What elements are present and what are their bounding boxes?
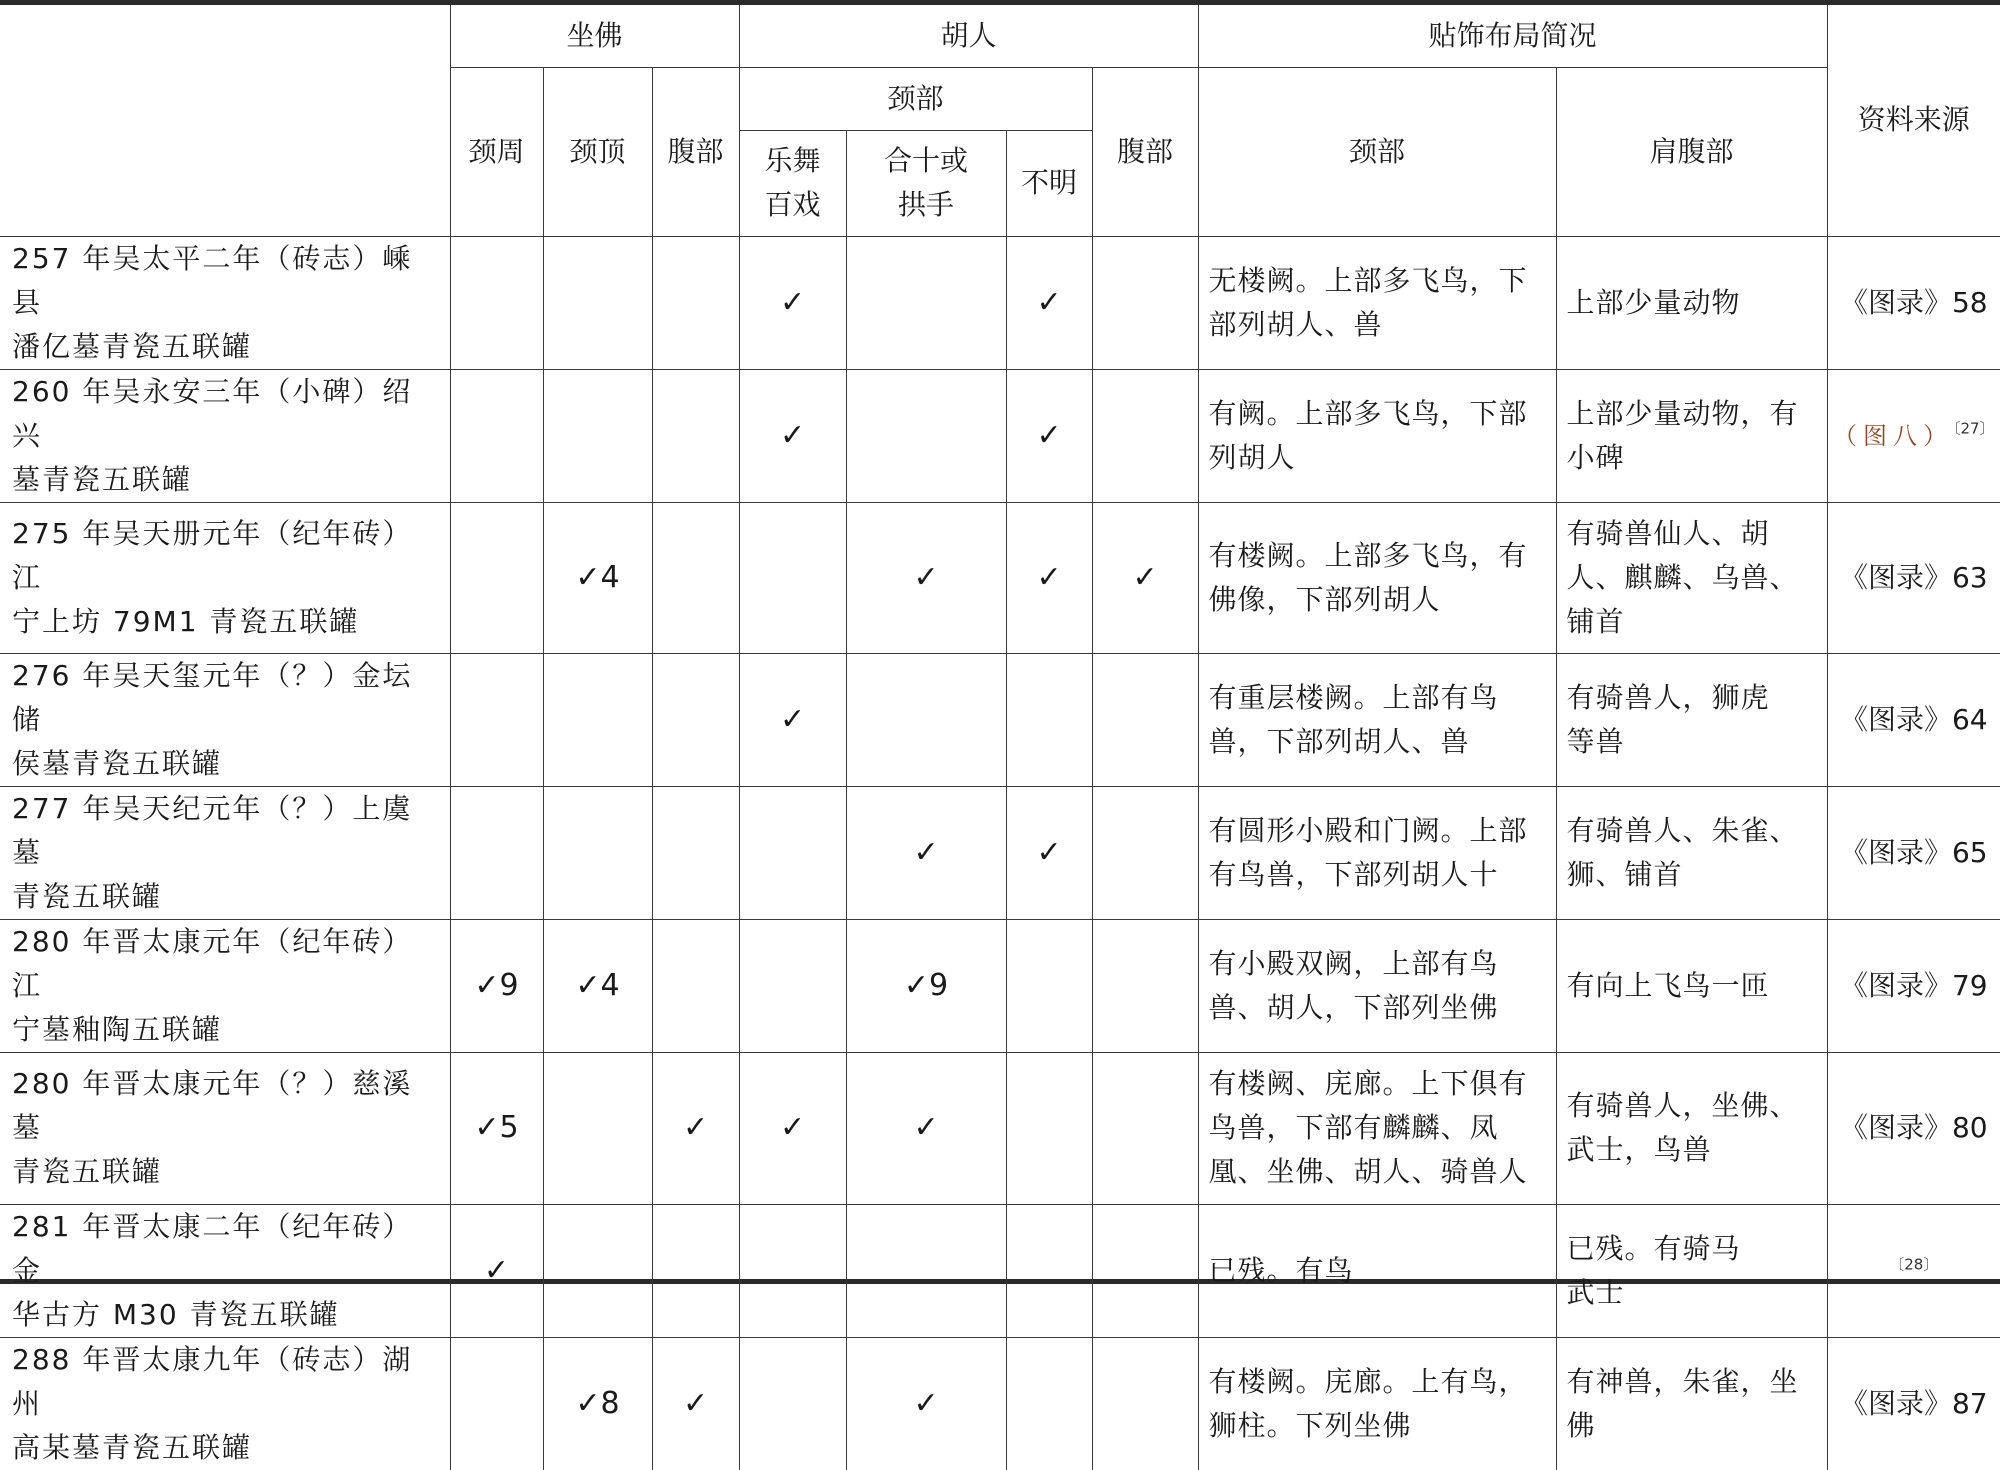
description-line: 257 年吴太平二年（砖志）嵊县 <box>12 241 413 319</box>
check-sb-neck-around <box>450 236 543 369</box>
table-row <box>0 1052 2000 1204</box>
source-text: 《图录》65 <box>1839 835 1988 869</box>
description-line: 高某墓青瓷五联罐 <box>12 1430 253 1464</box>
check-hu-hands <box>846 653 1006 786</box>
description-line: 275 年吴天册元年（纪年砖）江 <box>12 516 413 594</box>
check-hu-belly <box>1092 919 1198 1052</box>
header-sb-belly: 腹部 <box>652 67 739 236</box>
check-hu-music <box>739 502 846 653</box>
layout-neck-line: 有楼阙。庑廊。上有鸟， <box>1208 1364 1528 1398</box>
check-hu-unclear: ✓ <box>1006 786 1092 919</box>
check-sb-neck-around <box>450 786 543 919</box>
layout-neck-line: 鸟兽，下部有麟麟、凤 <box>1208 1111 1499 1144</box>
layout-shoulder-line: 有向上飞鸟一匝 <box>1566 968 1770 1002</box>
description-line: 青瓷五联罐 <box>12 879 163 913</box>
check-sb-belly: ✓ <box>652 1052 739 1204</box>
row-description <box>0 236 450 369</box>
header-hu-neck: 颈部 <box>739 67 1092 130</box>
table-header <box>0 5 2000 236</box>
check-hu-music: ✓ <box>739 1052 846 1204</box>
source-text: 《图录》87 <box>1839 1386 1988 1420</box>
layout-neck-cell <box>1198 786 1556 919</box>
source-cell <box>1827 786 2000 919</box>
layout-shoulder-cell <box>1556 502 1827 653</box>
check-sb-belly <box>652 786 739 919</box>
description-line: 277 年吴天纪元年（？）上虞墓 <box>12 791 413 869</box>
check-hu-hands <box>846 236 1006 369</box>
layout-shoulder-line: 武士，鸟兽 <box>1566 1133 1712 1166</box>
source-text: 《图录》64 <box>1839 702 1988 736</box>
check-hu-belly <box>1092 1337 1198 1470</box>
table-row <box>0 1337 2000 1470</box>
layout-neck-cell <box>1198 369 1556 502</box>
source-cell <box>1827 1204 2000 1337</box>
table-row <box>0 786 2000 919</box>
check-sb-neck-around <box>450 369 543 502</box>
layout-neck-line: 无楼阙。上部多飞鸟，下 <box>1208 263 1528 297</box>
check-hu-unclear <box>1006 1337 1092 1470</box>
table-row <box>0 653 2000 786</box>
layout-shoulder-cell <box>1556 653 1827 786</box>
row-description <box>0 1052 450 1204</box>
header-sb-neck-around: 颈周 <box>450 67 543 236</box>
layout-neck-cell <box>1198 653 1556 786</box>
layout-shoulder-cell <box>1556 786 1827 919</box>
table-row <box>0 369 2000 502</box>
source-text: 《图录》79 <box>1839 968 1988 1002</box>
check-hu-belly <box>1092 1052 1198 1204</box>
row-description <box>0 369 450 502</box>
layout-shoulder-line: 狮、铺首 <box>1566 857 1683 891</box>
source-cell <box>1827 502 2000 653</box>
layout-neck-line: 兽，下部列胡人、兽 <box>1208 724 1470 758</box>
check-sb-neck-top: ✓8 <box>543 1337 652 1470</box>
layout-shoulder-line: 小碑 <box>1566 440 1625 474</box>
check-sb-neck-top <box>543 786 652 919</box>
check-hu-music <box>739 919 846 1052</box>
check-hu-belly <box>1092 786 1198 919</box>
source-cell <box>1827 919 2000 1052</box>
check-hu-hands <box>846 369 1006 502</box>
check-hu-hands: ✓ <box>846 786 1006 919</box>
header-layout: 贴饰布局简况 <box>1198 5 1827 67</box>
layout-shoulder-cell <box>1556 1337 1827 1470</box>
layout-neck-line: 有阙。上部多飞鸟，下部 <box>1208 396 1528 430</box>
row-description <box>0 919 450 1052</box>
check-hu-music: ✓ <box>739 369 846 502</box>
description-line: 280 年晋太康元年（纪年砖）江 <box>12 924 413 1002</box>
check-hu-belly <box>1092 369 1198 502</box>
check-hu-unclear <box>1006 1052 1092 1204</box>
layout-shoulder-line: 等兽 <box>1566 724 1625 758</box>
check-hu-unclear <box>1006 919 1092 1052</box>
description-line: 墓青瓷五联罐 <box>12 462 193 496</box>
check-sb-neck-around: ✓9 <box>450 919 543 1052</box>
check-sb-belly: ✓ <box>652 1337 739 1470</box>
layout-neck-line: 佛像，下部列胡人 <box>1208 582 1441 616</box>
check-hu-music <box>739 1204 846 1337</box>
description-line: 288 年晋太康九年（砖志）湖州 <box>12 1342 413 1420</box>
source-footnote: 〔27〕 <box>1953 419 1995 438</box>
layout-shoulder-line: 武士 <box>1566 1275 1625 1309</box>
header-source: 资料来源 <box>1827 5 2000 236</box>
check-sb-neck-around <box>450 502 543 653</box>
layout-shoulder-line: 上部少量动物 <box>1566 285 1741 319</box>
description-line: 侯墓青瓷五联罐 <box>12 746 223 780</box>
source-cell <box>1827 1337 2000 1470</box>
source-cell <box>1827 369 2000 502</box>
check-sb-neck-around <box>450 1337 543 1470</box>
check-sb-belly <box>652 369 739 502</box>
source-footnote: 〔28〕 <box>1889 1255 1939 1274</box>
check-hu-belly <box>1092 236 1198 369</box>
header-blank <box>0 5 450 236</box>
layout-neck-line: 有楼阙、庑廊。上下俱有 <box>1208 1067 1528 1100</box>
description-line: 280 年晋太康元年（？）慈溪墓 <box>12 1067 413 1144</box>
check-sb-belly <box>652 919 739 1052</box>
layout-neck-line: 有鸟兽，下部列胡人十 <box>1208 857 1499 891</box>
check-hu-music <box>739 1337 846 1470</box>
description-line: 华古方 M30 青瓷五联罐 <box>12 1297 340 1331</box>
layout-neck-cell <box>1198 919 1556 1052</box>
table-row <box>0 502 2000 653</box>
header-hu-unclear: 不明 <box>1006 130 1092 236</box>
table-row <box>0 1204 2000 1337</box>
check-hu-unclear: ✓ <box>1006 369 1092 502</box>
layout-shoulder-cell <box>1556 1204 1827 1337</box>
layout-neck-cell <box>1198 236 1556 369</box>
check-hu-unclear <box>1006 653 1092 786</box>
layout-neck-cell <box>1198 502 1556 653</box>
check-hu-hands: ✓ <box>846 1337 1006 1470</box>
layout-neck-line: 部列胡人、兽 <box>1208 307 1383 341</box>
layout-shoulder-line: 有骑兽人、朱雀、 <box>1566 813 1799 847</box>
check-hu-hands: ✓ <box>846 1052 1006 1204</box>
check-hu-music: ✓ <box>739 653 846 786</box>
layout-shoulder-cell <box>1556 236 1827 369</box>
check-sb-belly <box>652 653 739 786</box>
check-hu-unclear <box>1006 1204 1092 1337</box>
source-text: 《图录》58 <box>1839 285 1988 319</box>
check-hu-hands <box>846 1204 1006 1337</box>
layout-shoulder-line: 有骑兽人，狮虎 <box>1566 680 1770 714</box>
check-sb-neck-around: ✓5 <box>450 1052 543 1204</box>
check-hu-belly <box>1092 1204 1198 1337</box>
layout-neck-line: 已残。有鸟 <box>1208 1253 1354 1287</box>
check-hu-belly: ✓ <box>1092 502 1198 653</box>
description-line: 276 年吴天玺元年（？）金坛储 <box>12 658 413 736</box>
description-line: 宁上坊 79M1 青瓷五联罐 <box>12 604 360 638</box>
layout-shoulder-cell <box>1556 1052 1827 1204</box>
check-sb-neck-top: ✓4 <box>543 502 652 653</box>
header-hu-people: 胡人 <box>739 5 1198 67</box>
check-sb-belly <box>652 1204 739 1337</box>
layout-shoulder-line: 佛 <box>1566 1408 1596 1442</box>
layout-shoulder-line: 人、麒麟、乌兽、 <box>1566 560 1799 594</box>
check-sb-neck-top <box>543 653 652 786</box>
layout-neck-line: 列胡人 <box>1208 440 1296 474</box>
layout-neck-cell <box>1198 1052 1556 1204</box>
layout-neck-line: 有小殿双阙，上部有鸟 <box>1208 946 1499 980</box>
row-description <box>0 786 450 919</box>
description-line: 青瓷五联罐 <box>12 1155 163 1188</box>
description-line: 宁墓釉陶五联罐 <box>12 1012 223 1046</box>
description-line: 281 年晋太康二年（纪年砖）金 <box>12 1209 413 1287</box>
source-text: （图八） <box>1833 422 1953 450</box>
table-body <box>0 236 2000 1470</box>
check-sb-neck-top <box>543 1204 652 1337</box>
check-sb-neck-top <box>543 1052 652 1204</box>
check-sb-belly <box>652 236 739 369</box>
check-hu-unclear: ✓ <box>1006 502 1092 653</box>
layout-neck-line: 凰、坐佛、胡人、骑兽人 <box>1208 1155 1528 1188</box>
data-table <box>0 5 2000 1470</box>
layout-neck-line: 有重层楼阙。上部有鸟 <box>1208 680 1499 714</box>
layout-neck-line: 有圆形小殿和门阙。上部 <box>1208 813 1528 847</box>
source-cell <box>1827 236 2000 369</box>
table-row <box>0 919 2000 1052</box>
layout-shoulder-line: 有骑兽仙人、胡 <box>1566 516 1770 550</box>
check-hu-hands: ✓ <box>846 502 1006 653</box>
check-hu-belly <box>1092 653 1198 786</box>
check-hu-hands: ✓9 <box>846 919 1006 1052</box>
layout-shoulder-line: 已残。有骑马 <box>1566 1231 1741 1265</box>
row-description <box>0 653 450 786</box>
layout-shoulder-line: 有神兽，朱雀，坐 <box>1566 1364 1799 1398</box>
check-sb-neck-top <box>543 369 652 502</box>
check-hu-music <box>739 786 846 919</box>
source-text: 《图录》80 <box>1839 1111 1988 1144</box>
check-hu-music: ✓ <box>739 236 846 369</box>
layout-neck-cell <box>1198 1204 1556 1337</box>
layout-neck-line: 兽、胡人，下部列坐佛 <box>1208 990 1499 1024</box>
header-hu-music: 乐舞 百戏 <box>739 130 846 236</box>
layout-shoulder-line: 铺首 <box>1566 604 1625 638</box>
check-sb-neck-around <box>450 653 543 786</box>
layout-neck-line: 狮柱。下列坐佛 <box>1208 1408 1412 1442</box>
check-sb-belly <box>652 502 739 653</box>
check-sb-neck-around: ✓ <box>450 1204 543 1337</box>
header-layout-shoulder: 肩腹部 <box>1556 67 1827 236</box>
row-description <box>0 502 450 653</box>
layout-shoulder-line: 有骑兽人，坐佛、 <box>1566 1089 1799 1122</box>
source-cell <box>1827 1052 2000 1204</box>
layout-shoulder-line: 上部少量动物，有 <box>1566 396 1799 430</box>
header-hu-belly: 腹部 <box>1092 67 1198 236</box>
description-line: 潘亿墓青瓷五联罐 <box>12 329 253 363</box>
source-text: 《图录》63 <box>1839 560 1988 594</box>
row-description <box>0 1204 450 1337</box>
layout-neck-cell <box>1198 1337 1556 1470</box>
layout-shoulder-cell <box>1556 369 1827 502</box>
header-seated-buddha: 坐佛 <box>450 5 739 67</box>
check-hu-unclear: ✓ <box>1006 236 1092 369</box>
layout-shoulder-cell <box>1556 919 1827 1052</box>
source-cell <box>1827 653 2000 786</box>
header-hu-hands: 合十或 拱手 <box>846 130 1006 236</box>
table-row <box>0 236 2000 369</box>
layout-neck-line: 有楼阙。上部多飞鸟，有 <box>1208 538 1528 572</box>
check-sb-neck-top: ✓4 <box>543 919 652 1052</box>
header-sb-neck-top: 颈顶 <box>543 67 652 236</box>
header-layout-neck: 颈部 <box>1198 67 1556 236</box>
description-line: 260 年吴永安三年（小碑）绍兴 <box>12 374 413 452</box>
check-sb-neck-top <box>543 236 652 369</box>
row-description <box>0 1337 450 1470</box>
